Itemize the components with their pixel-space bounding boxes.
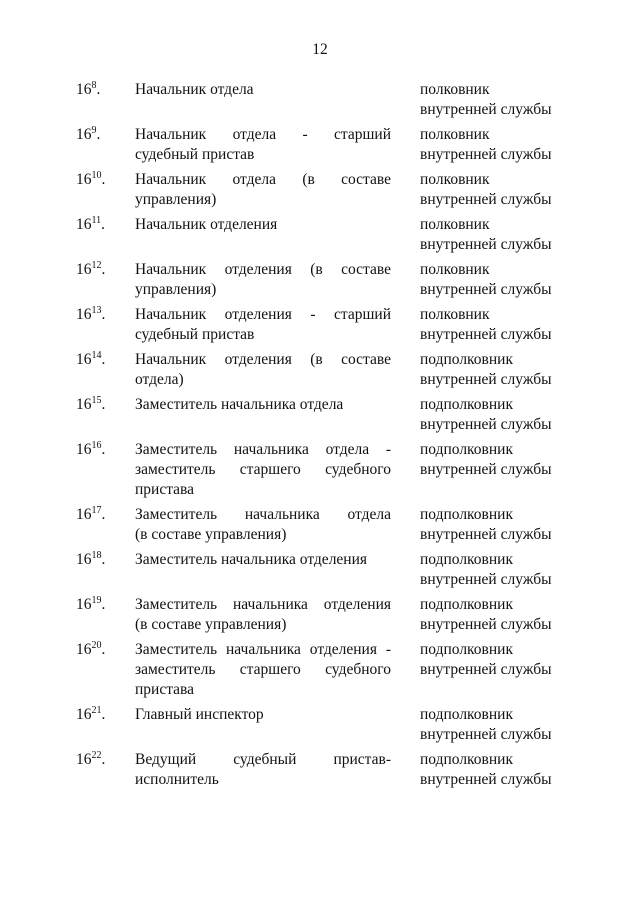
item-number [76, 395, 130, 415]
item-number-dot: . [101, 396, 106, 413]
item-number-dot: . [101, 306, 106, 323]
position-title [135, 550, 391, 570]
item-number [76, 550, 130, 570]
special-rank-line: полковник [420, 261, 490, 278]
position-title-line: пристава [135, 481, 195, 498]
special-rank [420, 125, 620, 165]
special-rank-line: подполковник [420, 551, 513, 568]
item-number-superscript: 20 [91, 640, 102, 651]
special-rank-line: полковник [420, 126, 490, 143]
position-title [135, 505, 391, 545]
item-number-base: 16 [76, 351, 92, 368]
position-title-line: исполнитель [135, 771, 219, 788]
page-number: 12 [312, 41, 328, 58]
item-number-superscript: 9 [91, 125, 97, 136]
item-number-dot: . [101, 641, 106, 658]
item-number-dot: . [101, 171, 106, 188]
special-rank-line: внутренней службы [420, 371, 552, 388]
special-rank [420, 215, 620, 255]
position-title-line: Начальник отделения (в составе [135, 351, 391, 368]
position-title [135, 125, 391, 165]
position-title-line: (в составе управления) [135, 526, 287, 543]
special-rank-line: внутренней службы [420, 146, 552, 163]
position-title [135, 750, 391, 790]
position-title-line: Заместитель начальника отдела - [135, 441, 391, 458]
position-title-line: судебный пристав [135, 146, 255, 163]
special-rank-line: внутренней службы [420, 326, 552, 343]
item-number-base: 16 [76, 306, 92, 323]
special-rank [420, 550, 620, 590]
item-number-superscript: 10 [91, 170, 102, 181]
special-rank [420, 260, 620, 300]
position-title-line: пристава [135, 681, 195, 698]
item-number [76, 260, 130, 280]
item-number-base: 16 [76, 596, 92, 613]
item-number-base: 16 [76, 551, 92, 568]
special-rank-line: внутренней службы [420, 726, 552, 743]
special-rank [420, 80, 620, 120]
item-number-superscript: 21 [91, 705, 102, 716]
item-number-base: 16 [76, 506, 92, 523]
special-rank [420, 440, 620, 480]
item-number-base: 16 [76, 751, 92, 768]
item-number-base: 16 [76, 216, 92, 233]
position-title [135, 595, 391, 635]
position-title-line: заместитель старшего судебного [135, 461, 391, 478]
special-rank [420, 170, 620, 210]
item-number-superscript: 22 [91, 750, 102, 761]
position-title-line: Начальник отделения [135, 216, 278, 233]
position-title-line: Главный инспектор [135, 706, 264, 723]
position-title [135, 705, 391, 725]
item-number-dot: . [101, 751, 106, 768]
position-title-line: Заместитель начальника отделения - [135, 641, 391, 658]
item-number [76, 750, 130, 770]
position-title [135, 305, 391, 345]
special-rank-line: внутренней службы [420, 236, 552, 253]
special-rank [420, 305, 620, 345]
position-title [135, 215, 391, 235]
position-title-line: заместитель старшего судебного [135, 661, 391, 678]
item-number [76, 640, 130, 660]
special-rank-line: внутренней службы [420, 661, 552, 678]
position-title-line: отдела) [135, 371, 184, 388]
special-rank-line: внутренней службы [420, 571, 552, 588]
item-number [76, 350, 130, 370]
special-rank [420, 705, 620, 745]
position-title-line: Заместитель начальника отделения [135, 596, 391, 613]
item-number-superscript: 13 [91, 305, 102, 316]
item-number-dot: . [96, 126, 101, 143]
position-title-line: Начальник отдела [135, 81, 254, 98]
item-number-superscript: 18 [91, 550, 102, 561]
item-number-superscript: 16 [91, 440, 102, 451]
item-number-superscript: 8 [91, 80, 97, 91]
item-number-base: 16 [76, 641, 92, 658]
position-title [135, 350, 391, 390]
item-number-base: 16 [76, 396, 92, 413]
special-rank-line: полковник [420, 216, 490, 233]
item-number [76, 305, 130, 325]
item-number-base: 16 [76, 81, 92, 98]
item-number-base: 16 [76, 441, 92, 458]
item-number [76, 170, 130, 190]
item-number-base: 16 [76, 706, 92, 723]
special-rank [420, 595, 620, 635]
special-rank-line: подполковник [420, 441, 513, 458]
position-title-line: Заместитель начальника отдела [135, 506, 391, 523]
item-number-base: 16 [76, 261, 92, 278]
item-number-superscript: 11 [91, 215, 102, 226]
special-rank-line: подполковник [420, 751, 513, 768]
item-number [76, 505, 130, 525]
item-number-dot: . [101, 596, 106, 613]
item-number-superscript: 12 [91, 260, 102, 271]
position-title [135, 170, 391, 210]
position-title [135, 395, 391, 415]
special-rank-line: подполковник [420, 641, 513, 658]
special-rank-line: внутренней службы [420, 771, 552, 788]
special-rank-line: подполковник [420, 351, 513, 368]
item-number-dot: . [101, 706, 106, 723]
item-number-dot: . [101, 551, 106, 568]
special-rank-line: подполковник [420, 706, 513, 723]
special-rank-line: внутренней службы [420, 461, 552, 478]
position-title-line: управления) [135, 191, 217, 208]
position-title-line: Начальник отдела - старший [135, 126, 391, 143]
special-rank-line: подполковник [420, 506, 513, 523]
special-rank-line: подполковник [420, 596, 513, 613]
position-title-line: Начальник отделения (в составе [135, 261, 391, 278]
position-title [135, 80, 391, 100]
position-title [135, 640, 391, 700]
position-title-line: Начальник отдела (в составе [135, 171, 391, 188]
position-title-line: судебный пристав [135, 326, 255, 343]
item-number-superscript: 15 [91, 395, 102, 406]
item-number [76, 595, 130, 615]
item-number [76, 125, 130, 145]
special-rank [420, 640, 620, 680]
position-title-line: управления) [135, 281, 217, 298]
position-title [135, 260, 391, 300]
position-title-line: Заместитель начальника отделения [135, 551, 368, 568]
position-title-line: Заместитель начальника отдела [135, 396, 344, 413]
item-number-dot: . [101, 441, 106, 458]
special-rank-line: внутренней службы [420, 191, 552, 208]
item-number-superscript: 17 [91, 505, 102, 516]
item-number [76, 80, 130, 100]
special-rank [420, 750, 620, 790]
item-number [76, 215, 130, 235]
item-number-dot: . [101, 351, 106, 368]
special-rank-line: подполковник [420, 396, 513, 413]
special-rank [420, 505, 620, 545]
special-rank-line: полковник [420, 306, 490, 323]
special-rank-line: полковник [420, 171, 490, 188]
item-number-dot: . [101, 216, 106, 233]
special-rank-line: внутренней службы [420, 616, 552, 633]
special-rank-line: внутренней службы [420, 416, 552, 433]
special-rank [420, 395, 620, 435]
special-rank-line: внутренней службы [420, 281, 552, 298]
item-number-superscript: 14 [91, 350, 102, 361]
position-title [135, 440, 391, 500]
position-title-line: Ведущий судебный пристав- [135, 751, 391, 768]
item-number [76, 705, 130, 725]
special-rank [420, 350, 620, 390]
item-number-dot: . [96, 81, 101, 98]
special-rank-line: внутренней службы [420, 526, 552, 543]
position-title-line: (в составе управления) [135, 616, 287, 633]
special-rank-line: внутренней службы [420, 101, 552, 118]
item-number-superscript: 19 [91, 595, 102, 606]
position-title-line: Начальник отделения - старший [135, 306, 391, 323]
item-number [76, 440, 130, 460]
item-number-base: 16 [76, 171, 92, 188]
item-number-base: 16 [76, 126, 92, 143]
special-rank-line: полковник [420, 81, 490, 98]
item-number-dot: . [101, 506, 106, 523]
item-number-dot: . [101, 261, 106, 278]
